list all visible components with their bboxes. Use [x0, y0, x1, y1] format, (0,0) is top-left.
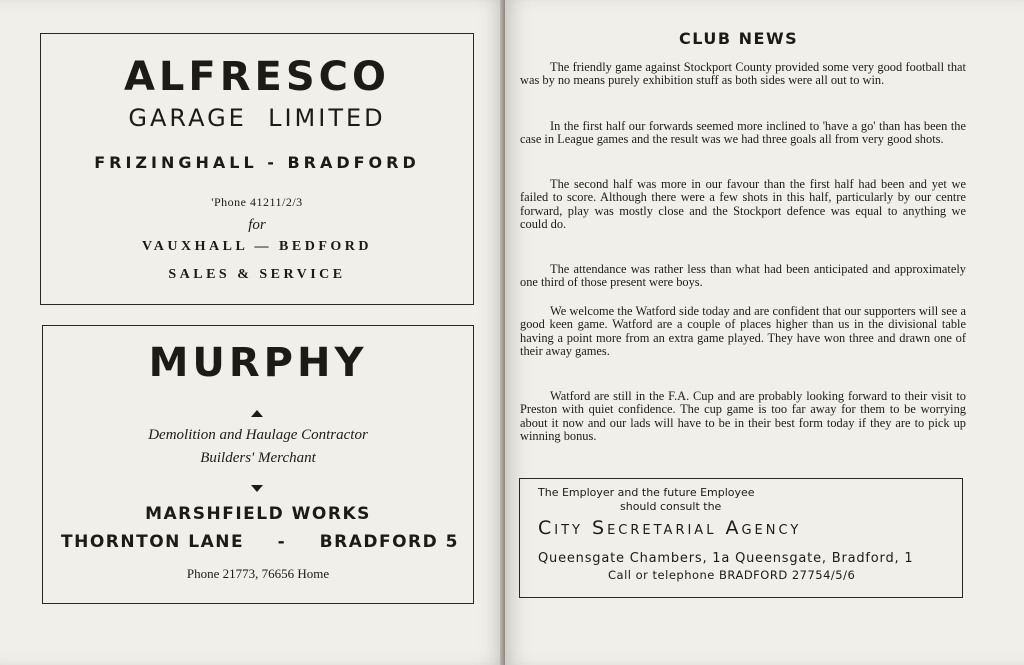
club-news-paragraph: We welcome the Watford side today and are confident that our supporters will see a good keen game. Watford are a couple of places higher than us in the divisional table having a point more from an extra game played. They have won three and drawn one of their away games.	[520, 304, 966, 359]
alfresco-subtitle: GARAGE LIMITED	[128, 104, 386, 132]
murphy-phone: Phone 21773, 76656 Home	[186, 566, 330, 581]
murphy-trade-secondary: Builders' Merchant	[200, 450, 316, 466]
murphy-town: BRADFORD 5	[319, 532, 459, 552]
murphy-advert	[42, 325, 474, 604]
alfresco-brands: VAUXHALL — BEDFORD	[142, 239, 372, 254]
alfresco-name: ALFRESCO	[123, 54, 391, 100]
city-agency-phone: Call or telephone BRADFORD 27754/5/6	[608, 568, 856, 582]
alfresco-garage-advert	[40, 33, 474, 305]
murphy-address-dash: -	[277, 532, 287, 552]
alfresco-phone: 'Phone 41211/2/3	[211, 195, 303, 209]
city-agency-name: City Secretarial Agency	[538, 517, 802, 539]
murphy-trade: Demolition and Haulage Contractor	[148, 427, 368, 443]
club-news-paragraph: The attendance was rather less than what had been anticipated and approximately one third of those present were boys.	[520, 262, 966, 290]
alfresco-location: FRIZINGHALL - BRADFORD	[94, 153, 420, 172]
city-agency-address: Queensgate Chambers, 1a Queensgate, Bradford, 1	[538, 551, 914, 566]
city-ad-intro-secondary: should consult the	[620, 500, 722, 513]
left-page	[0, 0, 505, 665]
club-news-paragraph: The friendly game against Stockport County provided some very good football that was by no means purely exhibition stuff as both sides were all out to win.	[520, 60, 966, 88]
club-news-paragraph: The second half was more in our favour than the first half had been and yet we failed to score. Although there were a few shots in this half, particularly by our centre forward, play was mostly close and the Stockport defence was equal to anything we could do.	[520, 177, 966, 232]
club-news-title: CLUB NEWS	[679, 29, 799, 48]
alfresco-for: for	[248, 217, 266, 233]
murphy-street: THORNTON LANE	[61, 532, 245, 552]
murphy-address	[61, 532, 459, 552]
murphy-name: MURPHY	[148, 340, 368, 386]
club-news-paragraph: Watford are still in the F.A. Cup and are probably looking forward to their visit to Preston with quiet confidence. The cup game is too far away for them to be worrying about it now and our lads will have to be in their best form today if they are to pick up winning bonus.	[520, 389, 966, 444]
triangle-up-icon	[251, 410, 263, 417]
triangle-down-icon	[251, 485, 263, 492]
city-ad-intro: The Employer and the future Employee	[538, 486, 755, 499]
alfresco-services: SALES & SERVICE	[168, 267, 346, 282]
murphy-works: MARSHFIELD WORKS	[145, 504, 371, 524]
club-news-paragraph: In the first half our forwards seemed more inclined to 'have a go' than has been the case in League games and the result was we had three goals all from very good shots.	[520, 119, 966, 147]
city-secretarial-agency-advert	[519, 478, 963, 598]
